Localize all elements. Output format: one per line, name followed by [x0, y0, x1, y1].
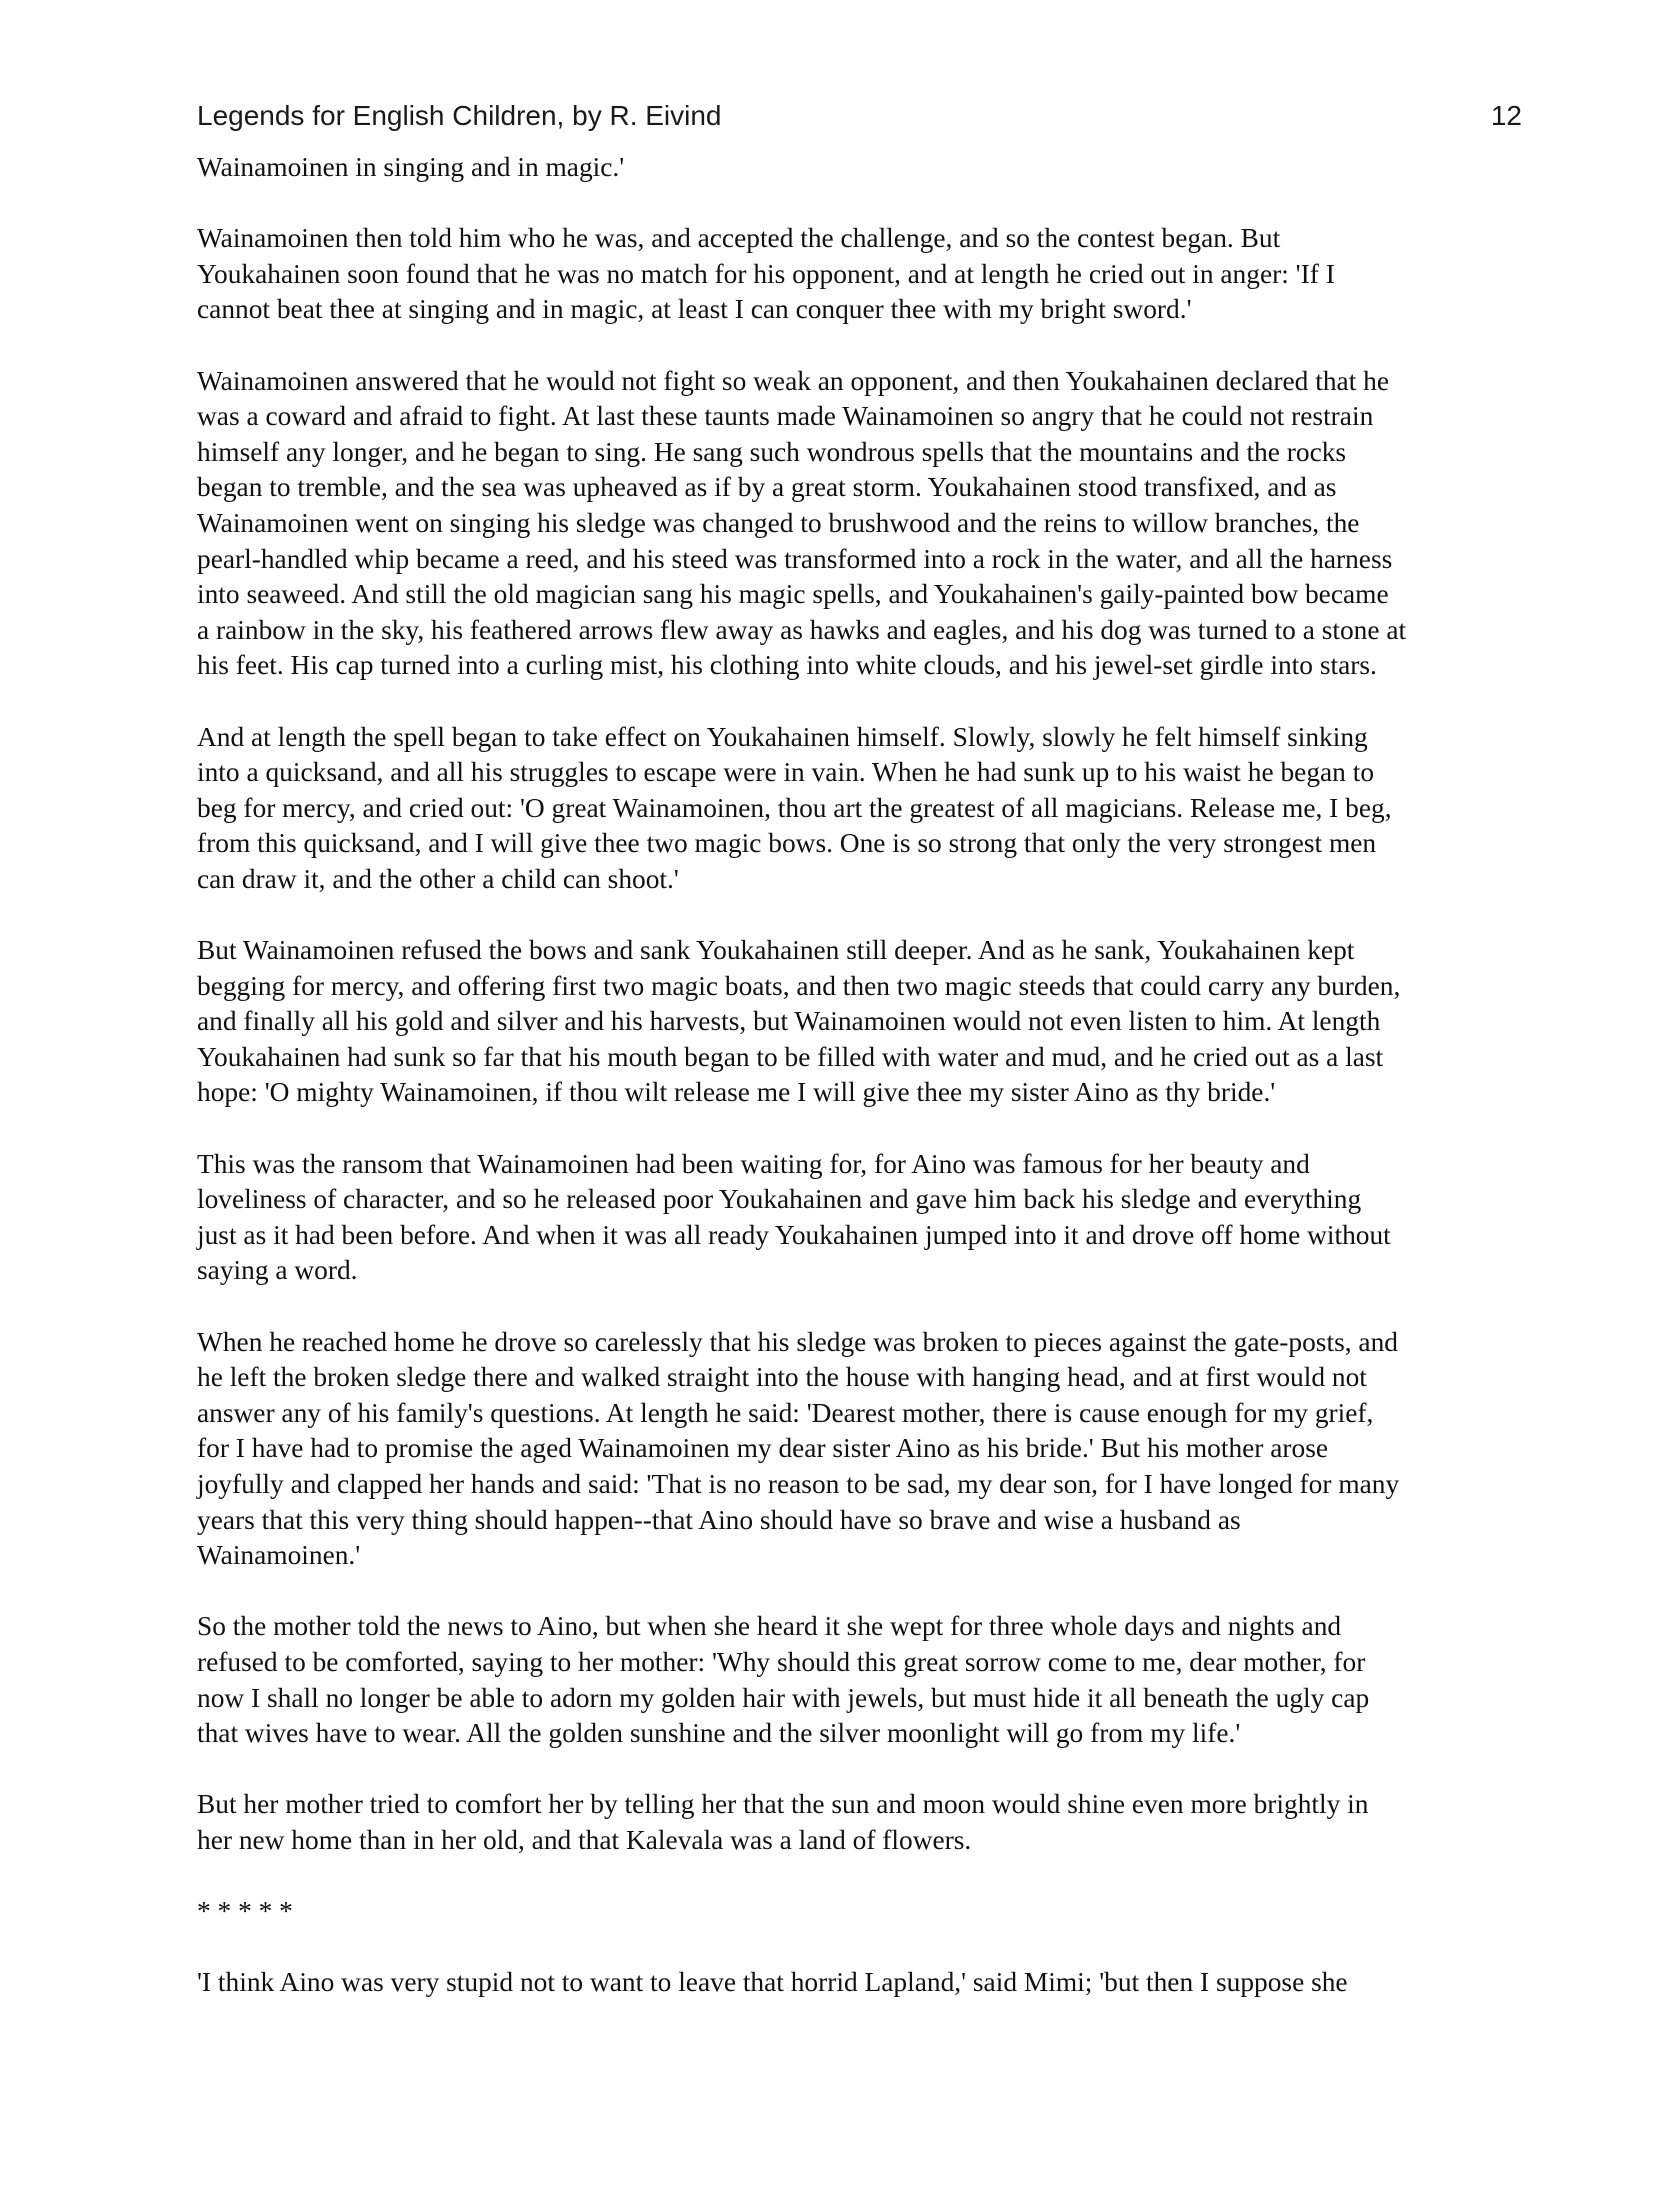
text-line: 'I think Aino was very stupid not to want to leave that horrid Lapland,' said Mimi; 'but then I suppose she: [197, 1967, 1348, 1998]
text-line: refused to be comforted, saying to her mother: 'Why should this great sorrow come to me, dear mother, for: [197, 1646, 1366, 1677]
text-line: begging for mercy, and offering first two magic boats, and then two magic steeds that could carry any burden,: [197, 970, 1401, 1001]
text-line: he left the broken sledge there and walked straight into the house with hanging head, and at first would not: [197, 1362, 1367, 1393]
text-line: Youkahainen had sunk so far that his mouth began to be filled with water and mud, and he cried out as a last: [197, 1041, 1384, 1072]
page-number: 12: [1490, 100, 1522, 131]
book-title: Legends for English Children, by R. Eivind: [197, 100, 722, 131]
text-line: into a quicksand, and all his struggles to escape were in vain. When he had sunk up to his waist he began to: [197, 757, 1375, 788]
text-line: pearl-handled whip became a reed, and his steed was transformed into a rock in the water, and all the harness: [197, 543, 1393, 574]
text-line: So the mother told the news to Aino, but when she heard it she wept for three whole days and nights and: [197, 1611, 1342, 1642]
text-line: Wainamoinen answered that he would not fight so weak an opponent, and then Youkahainen declared that he: [197, 365, 1389, 396]
paragraph: [197, 1147, 1525, 1289]
text-line: But Wainamoinen refused the bows and sank Youkahainen still deeper. And as he sank, Youkahainen kept: [197, 935, 1355, 966]
paragraph: [197, 1787, 1525, 1858]
text-line: can draw it, and the other a child can shoot.': [197, 863, 679, 894]
paragraph: [197, 1609, 1525, 1751]
text-line: answer any of his family's questions. At length he said: 'Dearest mother, there is cause enough for my grief,: [197, 1397, 1374, 1428]
text-line: and finally all his gold and silver and his harvests, but Wainamoinen would not even listen to him. At length: [197, 1006, 1381, 1037]
body-text: [197, 150, 1525, 2036]
text-line: But her mother tried to comfort her by telling her that the sun and moon would shine even more brightly in: [197, 1789, 1369, 1820]
text-line: saying a word.: [197, 1255, 358, 1286]
text-line: Wainamoinen in singing and in magic.': [197, 152, 625, 182]
paragraph: [197, 933, 1525, 1111]
paragraph: [197, 364, 1525, 684]
text-line: cannot beat thee at singing and in magic, at least I can conquer thee with my bright sword.': [197, 294, 1192, 325]
running-header: [197, 100, 1522, 140]
text-line: was a coward and afraid to fight. At last these taunts made Wainamoinen so angry that he could not restrain: [197, 401, 1374, 432]
text-line: years that this very thing should happen--that Aino should have so brave and wise a husband as: [197, 1504, 1241, 1535]
text-line: began to tremble, and the sea was upheaved as if by a great storm. Youkahainen stood transfixed, and as: [197, 472, 1337, 503]
paragraph: [197, 720, 1525, 898]
text-line: hope: 'O mighty Wainamoinen, if thou wilt release me I will give thee my sister Aino as thy bride.': [197, 1077, 1276, 1108]
text-line: Wainamoinen went on singing his sledge was changed to brushwood and the reins to willow branches, the: [197, 507, 1360, 538]
text-line: joyfully and clapped her hands and said: 'That is no reason to be sad, my dear son, for I have longed for many: [197, 1468, 1400, 1499]
text-line: that wives have to wear. All the golden sunshine and the silver moonlight will go from my life.': [197, 1718, 1241, 1749]
text-line: himself any longer, and he began to sing. He sang such wondrous spells that the mountains and the rocks: [197, 436, 1347, 467]
text-line: Youkahainen soon found that he was no match for his opponent, and at length he cried out in anger: 'If I: [197, 258, 1335, 289]
text-line: loveliness of character, and so he released poor Youkahainen and gave him back his sledge and everything: [197, 1184, 1362, 1215]
paragraph: [197, 1894, 1525, 1930]
text-line: * * * * *: [197, 1896, 293, 1927]
text-line: for I have had to promise the aged Wainamoinen my dear sister Aino as his bride.' But his mother arose: [197, 1433, 1329, 1464]
text-line: This was the ransom that Wainamoinen had been waiting for, for Aino was famous for her beauty and: [197, 1148, 1310, 1179]
paragraph: [197, 1965, 1525, 2001]
text-line: now I shall no longer be able to adorn my golden hair with jewels, but must hide it all beneath the ugly cap: [197, 1682, 1370, 1713]
paragraph: [197, 1325, 1525, 1574]
text-line: his feet. His cap turned into a curling mist, his clothing into white clouds, and his jewel-set girdle into stars.: [197, 650, 1377, 681]
text-line: Wainamoinen.': [197, 1540, 361, 1571]
text-line: beg for mercy, and cried out: 'O great Wainamoinen, thou art the greatest of all magicians. Release me, I beg,: [197, 792, 1392, 823]
text-line: into seaweed. And still the old magician sang his magic spells, and Youkahainen's gaily-painted bow became: [197, 579, 1389, 610]
text-line: her new home than in her old, and that Kalevala was a land of flowers.: [197, 1824, 972, 1855]
text-line: just as it had been before. And when it was all ready Youkahainen jumped into it and drove off home without: [197, 1219, 1391, 1250]
text-line: Wainamoinen then told him who he was, and accepted the challenge, and so the contest began. But: [197, 223, 1281, 254]
paragraph: [197, 150, 1525, 186]
text-line: from this quicksand, and I will give thee two magic bows. One is so strong that only the very strongest men: [197, 828, 1377, 859]
text-line: a rainbow in the sky, his feathered arrows flew away as hawks and eagles, and his dog was turned to a stone at: [197, 614, 1407, 645]
text-line: When he reached home he drove so carelessly that his sledge was broken to pieces against the gate-posts, and: [197, 1326, 1398, 1357]
text-line: And at length the spell began to take effect on Youkahainen himself. Slowly, slowly he felt himself sinking: [197, 721, 1368, 752]
paragraph: [197, 221, 1525, 328]
